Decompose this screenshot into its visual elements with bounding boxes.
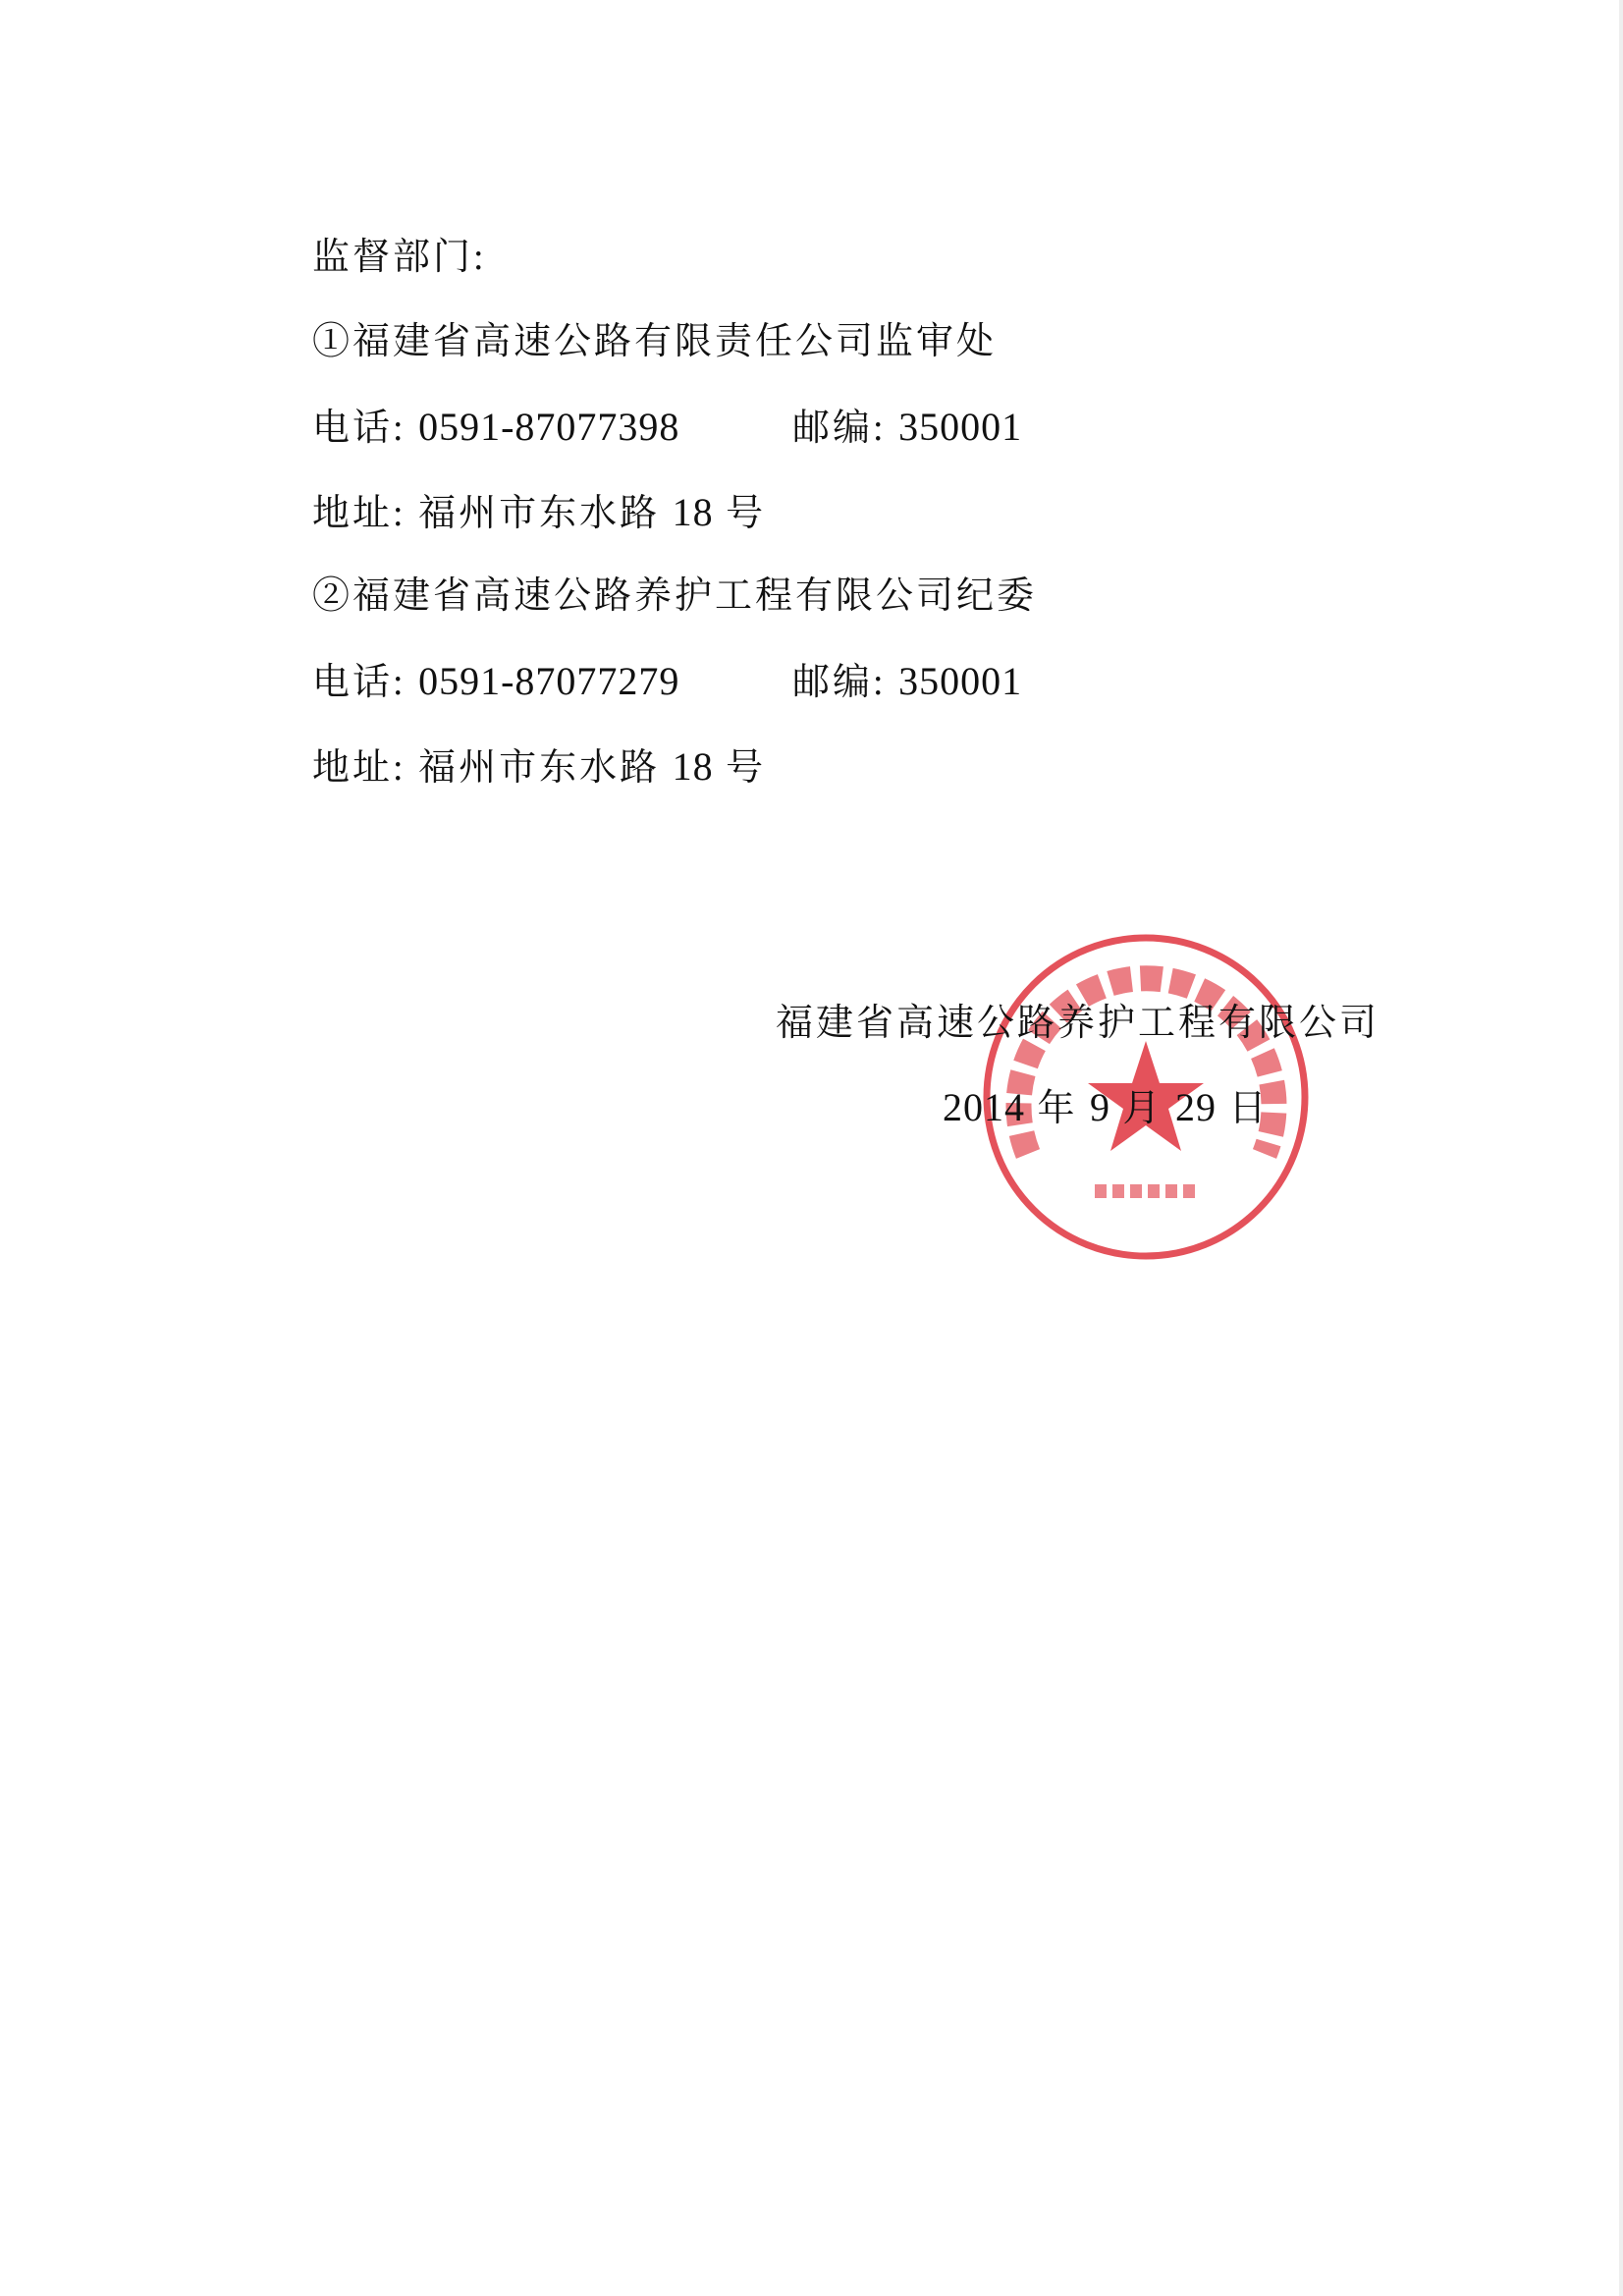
address-suffix: 号 [726,747,767,789]
year: 2014 [943,1085,1025,1129]
day-unit: 日 [1228,1088,1270,1129]
postal-label: 邮编: [792,408,887,449]
page-edge [1619,0,1623,2296]
unit-1-phone-row [312,404,679,452]
phone-number: 0591-87077279 [418,659,680,703]
signature-company: 福建省高速公路养护工程有限公司 [776,1003,1380,1044]
address-label: 地址: [312,747,406,789]
phone-label: 电话: [312,408,406,449]
heading: 监督部门: [312,237,487,278]
signature-date [943,1084,1270,1132]
unit-2-postal-row [792,658,1022,706]
unit-1-address-row [312,489,766,537]
address-label: 地址: [312,493,406,534]
unit-2-address-row [312,743,766,792]
address: 福州市东水路 [418,747,661,789]
unit-1-name: ①福建省高速公路有限责任公司监审处 [312,321,998,362]
postal-label: 邮编: [792,662,887,703]
day: 29 [1175,1085,1217,1129]
address-suffix: 号 [726,493,767,534]
address-number: 18 [672,744,714,789]
phone-number: 0591-87077398 [418,405,680,449]
address: 福州市东水路 [418,493,661,534]
month: 9 [1090,1085,1111,1129]
phone-label: 电话: [312,662,406,703]
month-unit: 月 [1122,1088,1163,1129]
unit-2-phone-row [312,658,679,706]
postal-code: 350001 [898,405,1023,449]
unit-1-postal-row [792,404,1022,452]
unit-2-name: ②福建省高速公路养护工程有限公司纪委 [312,575,1038,617]
address-number: 18 [672,490,714,534]
postal-code: 350001 [898,659,1023,703]
year-unit: 年 [1037,1088,1078,1129]
